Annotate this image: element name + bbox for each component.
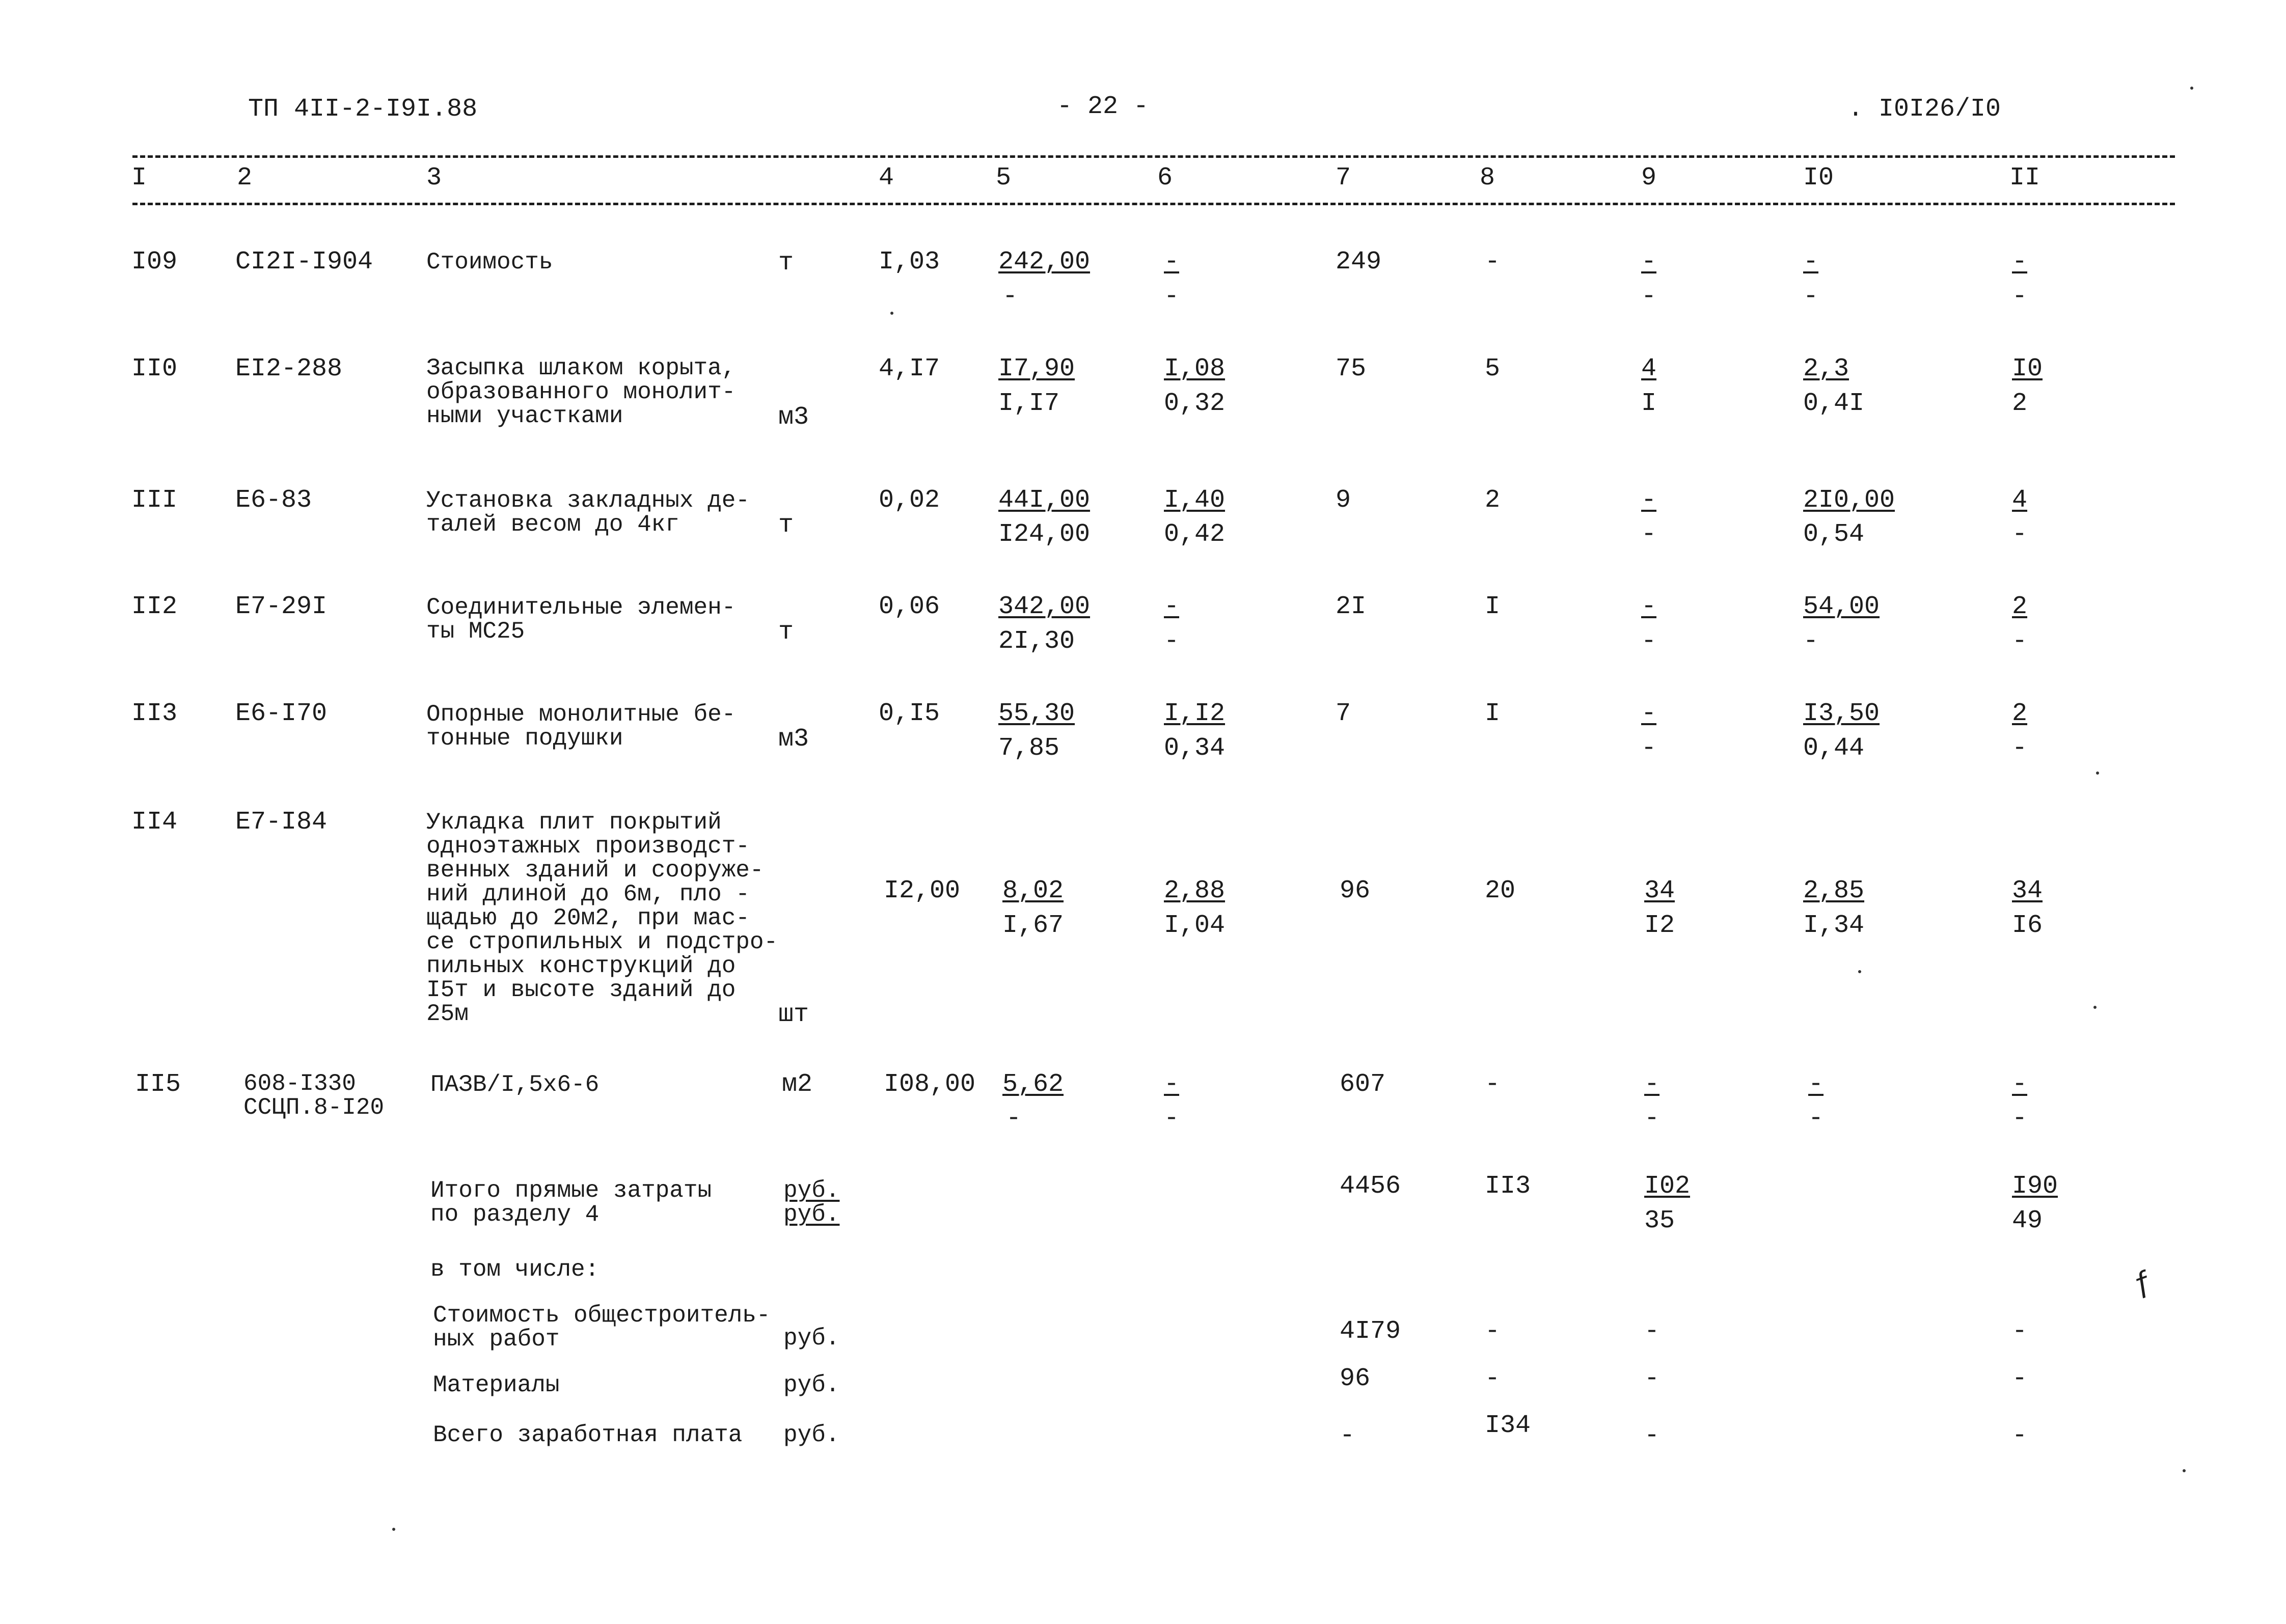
col9-bottom: I — [1641, 389, 1657, 418]
col11-top: 4 — [2012, 486, 2028, 515]
col11-bottom: - — [2012, 520, 2028, 549]
col11-bottom: 2 — [2012, 389, 2028, 418]
col5-bottom: - — [1006, 1104, 1022, 1133]
document-code: ТП 4II-2-I9I.88 — [248, 95, 478, 124]
col7: 96 — [1340, 876, 1371, 905]
col7: 9 — [1336, 486, 1351, 515]
column-header: 9 — [1641, 163, 1657, 192]
row-description: Засыпка шлаком корыта, образованного монолит- ными участками — [426, 355, 736, 429]
row-code: СI2I-I904 — [235, 247, 373, 277]
col10-bottom: 0,4I — [1803, 389, 1865, 418]
col5-top: 8,02 — [1002, 876, 1064, 905]
row-quantity: 0,02 — [879, 486, 940, 515]
row-description: Стоимость — [426, 249, 553, 276]
col9-top: 34 — [1644, 876, 1675, 905]
col6-top: I,I2 — [1164, 699, 1226, 728]
totals-col11-bottom: 49 — [2012, 1206, 2043, 1235]
col6-top: - — [1164, 247, 1180, 277]
page-number: - 22 - — [1057, 92, 1149, 121]
col9-bottom: - — [1641, 282, 1657, 311]
totals-item-label: Всего заработная плата — [433, 1422, 743, 1448]
col6-bottom: 0,42 — [1164, 520, 1226, 549]
totals-item-col9: - — [1644, 1421, 1660, 1450]
row-code: 608-I330 ССЦП.8-I20 — [243, 1070, 385, 1121]
row-code: ЕI2-288 — [235, 354, 343, 383]
row-code: Е7-29I — [235, 592, 328, 621]
col9-bottom: - — [1644, 1104, 1660, 1133]
row-quantity: 0,06 — [879, 592, 940, 621]
col5-top: I7,90 — [998, 354, 1075, 383]
col7: 607 — [1340, 1070, 1386, 1099]
column-header: 3 — [426, 163, 442, 192]
col6-top: 2,88 — [1164, 876, 1226, 905]
col8: 20 — [1485, 876, 1516, 905]
col9-bottom: I2 — [1644, 911, 1675, 940]
col6-top: - — [1164, 592, 1180, 621]
row-quantity: I2,00 — [884, 876, 961, 905]
scan-speck — [1858, 970, 1861, 973]
column-header: 7 — [1336, 163, 1351, 192]
col10-top: 2I0,00 — [1803, 486, 1895, 515]
row-unit: т — [778, 618, 794, 647]
col10-bottom: I,34 — [1803, 911, 1865, 940]
row-unit: м2 — [782, 1070, 813, 1099]
col11-bottom: I6 — [2012, 911, 2043, 940]
col11-bottom: - — [2012, 734, 2028, 763]
row-number: II3 — [131, 699, 178, 728]
col5-top: 44I,00 — [998, 486, 1091, 515]
col9-top: - — [1641, 247, 1657, 277]
col5-top: 5,62 — [1002, 1070, 1064, 1099]
row-code: Е7-I84 — [235, 808, 328, 837]
row-unit: шт — [778, 1000, 809, 1029]
totals-item-col9: - — [1644, 1364, 1660, 1393]
col5-bottom: I,I7 — [998, 389, 1060, 418]
row-number: II4 — [131, 808, 178, 837]
col6-bottom: I,04 — [1164, 911, 1226, 940]
totals-item-col7: 96 — [1340, 1364, 1371, 1393]
col6-bottom: 0,32 — [1164, 389, 1226, 418]
col10-bottom: 0,54 — [1803, 520, 1865, 549]
col5-top: 242,00 — [998, 247, 1091, 277]
totals-col11-top: I90 — [2012, 1172, 2058, 1201]
col11-bottom: - — [2012, 627, 2028, 656]
scan-speck — [890, 312, 893, 315]
col5-bottom: I,67 — [1002, 911, 1064, 940]
row-description: Соединительные элемен- ты МС25 — [426, 594, 736, 645]
totals-item-col11: - — [2012, 1364, 2028, 1393]
col8: - — [1485, 1070, 1501, 1099]
col10-top: - — [1808, 1070, 1824, 1099]
totals-item-col8: - — [1485, 1317, 1501, 1346]
totals-unit: руб. руб. — [783, 1177, 840, 1228]
row-code: Е6-83 — [235, 486, 312, 515]
row-unit: м3 — [778, 403, 809, 432]
col11-top: 34 — [2012, 876, 2043, 905]
col8: I — [1485, 699, 1501, 728]
col9-bottom: - — [1641, 734, 1657, 763]
row-description: Опорные монолитные бе- тонные подушки — [426, 701, 736, 752]
col10-top: - — [1803, 247, 1819, 277]
column-header: 8 — [1480, 163, 1495, 192]
totals-item-col8: - — [1485, 1364, 1501, 1393]
col9-top: - — [1641, 699, 1657, 728]
col6-top: I,08 — [1164, 354, 1226, 383]
col6-bottom: - — [1164, 627, 1180, 656]
row-number: II0 — [131, 354, 178, 383]
col11-bottom: - — [2012, 282, 2028, 311]
col10-bottom: - — [1803, 627, 1819, 656]
row-unit: т — [778, 249, 794, 278]
col8: I — [1485, 592, 1501, 621]
scan-speck — [2190, 87, 2193, 90]
col7: 7 — [1336, 699, 1351, 728]
row-number: III — [131, 486, 178, 515]
col9-top: - — [1641, 486, 1657, 515]
totals-item-col7: 4I79 — [1340, 1317, 1401, 1346]
column-header: 5 — [996, 163, 1012, 192]
col5-bottom: I24,00 — [998, 520, 1091, 549]
col8: 2 — [1485, 486, 1501, 515]
totals-item-label: Стоимость общестроитель- ных работ — [433, 1302, 771, 1353]
scan-speck — [2096, 772, 2099, 775]
row-unit: т — [778, 511, 794, 540]
row-number: I09 — [131, 247, 178, 277]
col11-top: I0 — [2012, 354, 2043, 383]
col10-top: I3,50 — [1803, 699, 1880, 728]
rule-bottom — [132, 203, 2175, 205]
col9-bottom: - — [1641, 520, 1657, 549]
row-description: ПАЗВ/I,5х6-6 — [430, 1071, 600, 1098]
col11-bottom: - — [2012, 1104, 2028, 1133]
totals-label: Итого прямые затраты по разделу 4 — [430, 1177, 712, 1228]
col8: 5 — [1485, 354, 1501, 383]
scan-speck — [392, 1528, 395, 1531]
row-quantity: 0,I5 — [879, 699, 940, 728]
row-description: Укладка плит покрытий одноэтажных производст- венных зданий и сооруже- ний длиной до 6м, пло - щадью до 20м2, при мас- се стропильных и подстро- пильных конструкций до I5т и высоте зданий до 25м — [426, 809, 778, 1027]
col6-bottom: 0,34 — [1164, 734, 1226, 763]
totals-item-col9: - — [1644, 1317, 1660, 1346]
column-header: 6 — [1157, 163, 1173, 192]
row-code: Е6-I70 — [235, 699, 328, 728]
col10-top: 2,3 — [1803, 354, 1849, 383]
col11-top: 2 — [2012, 592, 2028, 621]
col5-bottom: 7,85 — [998, 734, 1060, 763]
totals-col7: 4456 — [1340, 1172, 1401, 1201]
col11-top: - — [2012, 1070, 2028, 1099]
row-number: II2 — [131, 592, 178, 621]
col8: - — [1485, 247, 1501, 277]
totals-item-unit: руб. — [783, 1372, 840, 1398]
col10-bottom: - — [1803, 282, 1819, 311]
col10-bottom: - — [1808, 1104, 1824, 1133]
including-label: в том числе: — [430, 1256, 600, 1283]
totals-col9-top: I02 — [1644, 1172, 1691, 1201]
col9-top: - — [1644, 1070, 1660, 1099]
col10-bottom: 0,44 — [1803, 734, 1865, 763]
column-header: 2 — [237, 163, 253, 192]
totals-item-col8: I34 — [1485, 1411, 1531, 1440]
col6-bottom: - — [1164, 1104, 1180, 1133]
totals-item-col7: - — [1340, 1421, 1355, 1450]
totals-item-unit: руб. — [783, 1422, 840, 1448]
col7: 2I — [1336, 592, 1367, 621]
col11-top: 2 — [2012, 699, 2028, 728]
column-header: 4 — [879, 163, 894, 192]
row-unit: м3 — [778, 725, 809, 754]
scan-speck — [2183, 1469, 2186, 1472]
row-quantity: I08,00 — [884, 1070, 976, 1099]
row-quantity: I,03 — [879, 247, 940, 277]
col10-top: 54,00 — [1803, 592, 1880, 621]
column-header: I — [131, 163, 147, 192]
col5-bottom: 2I,30 — [998, 627, 1075, 656]
row-description: Установка закладных де- талей весом до 4кг — [426, 487, 750, 538]
col9-top: - — [1641, 592, 1657, 621]
col5-top: 342,00 — [998, 592, 1091, 621]
col6-top: - — [1164, 1070, 1180, 1099]
col5-top: 55,30 — [998, 699, 1075, 728]
col7: 249 — [1336, 247, 1382, 277]
col6-top: I,40 — [1164, 486, 1226, 515]
col10-top: 2,85 — [1803, 876, 1865, 905]
totals-item-col11: - — [2012, 1317, 2028, 1346]
totals-item-label: Материалы — [433, 1372, 560, 1398]
col6-bottom: - — [1164, 282, 1180, 311]
totals-col9-bottom: 35 — [1644, 1206, 1675, 1235]
row-quantity: 4,I7 — [879, 354, 940, 383]
rule-top — [132, 155, 2175, 158]
col9-top: 4 — [1641, 354, 1657, 383]
document-number: . I0I26/I0 — [1848, 95, 2001, 124]
scan-speck — [2093, 1006, 2097, 1009]
col11-top: - — [2012, 247, 2028, 277]
pen-mark-icon: ƒ — [2129, 1263, 2158, 1303]
totals-item-unit: руб. — [783, 1325, 840, 1352]
col5-bottom: - — [1002, 282, 1018, 311]
col9-bottom: - — [1641, 627, 1657, 656]
column-header: I0 — [1803, 163, 1834, 192]
col7: 75 — [1336, 354, 1367, 383]
row-number: II5 — [135, 1070, 181, 1099]
totals-col8: II3 — [1485, 1172, 1531, 1201]
column-header: II — [2009, 163, 2040, 192]
totals-item-col11: - — [2012, 1421, 2028, 1450]
